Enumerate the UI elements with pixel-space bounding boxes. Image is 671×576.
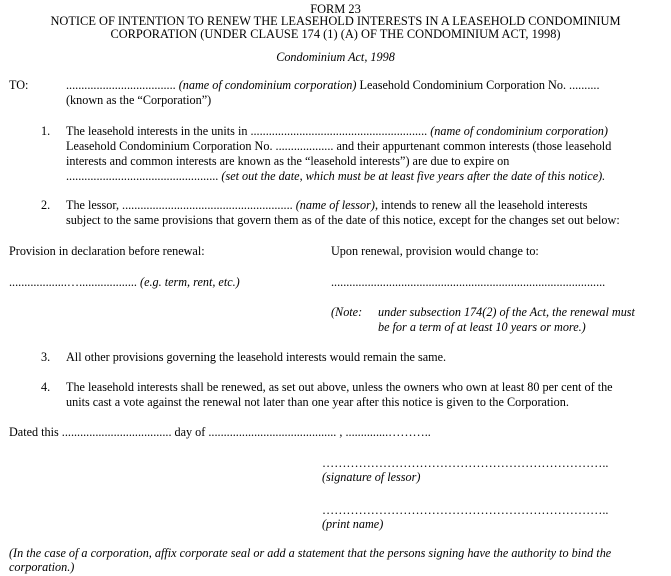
item-4-line-1: The leasehold interests shall be renewed, as set out above, unless the owners who own at least 80 per cent of the <box>66 380 613 394</box>
to-blank: .................................... <box>66 78 176 92</box>
dated-line: Dated this .................................... day of .......................................... , ..............……….. <box>9 425 431 439</box>
item-2-line-1: The lessor, ........................................................ (name of lessor), intends to renew all the leasehold interests <box>66 198 588 212</box>
signature-label: (signature of lessor) <box>322 470 421 484</box>
to-line-2: (known as the “Corporation”) <box>66 93 212 107</box>
note-label: (Note: <box>331 305 363 319</box>
item-1-line-2: Leasehold Condominium Corporation No. ................... and their appurtenant common interests (those leasehold <box>66 139 612 153</box>
form-number: FORM 23 <box>310 2 361 16</box>
provision-before-label: Provision in declaration before renewal: <box>9 244 205 258</box>
provision-after-label: Upon renewal, provision would change to: <box>331 244 539 258</box>
item-3-text: All other provisions governing the leasehold interests would remain the same. <box>66 350 447 364</box>
print-name-label: (print name) <box>322 517 384 531</box>
item-1-line-4: .................................................. (set out the date, which must be at least five years after the date of this notice). <box>66 169 606 183</box>
note-line-1: under subsection 174(2) of the Act, the renewal must <box>378 305 635 319</box>
form-title-line-1: NOTICE OF INTENTION TO RENEW THE LEASEHOLD INTERESTS IN A LEASEHOLD CONDOMINIUM <box>50 14 621 28</box>
item-1-line-3: interests and common interests are known as the “leasehold interests”) are due to expire on <box>66 154 510 168</box>
form-title-line-2: CORPORATION (UNDER CLAUSE 174 (1) (A) OF THE CONDOMINIUM ACT, 1998) <box>110 27 561 41</box>
provision-before-field: ...................…................... (e.g. term, rent, etc.) <box>9 275 240 289</box>
to-line-1 <box>66 78 600 93</box>
footer-note-line-1: (In the case of a corporation, affix corporate seal or add a statement that the persons signing have the authority to bind the <box>9 546 612 560</box>
item-4-line-2: units cast a vote against the renewal not later than one year after this notice is given to the Corporation. <box>66 395 569 409</box>
print-name-line: …………………………………………………………….. <box>322 503 609 517</box>
to-label: TO: <box>9 78 29 92</box>
item-1-line-1: The leasehold interests in the units in .......................................................... (name of condominium corporation) <box>66 124 608 138</box>
act-name: Condominium Act, 1998 <box>276 50 395 64</box>
item-2-line-2: subject to the same provisions that govern them as of the date of this notice, except for the changes set out below: <box>66 213 620 227</box>
item-4-number: 4. <box>41 380 51 394</box>
to-corp-no: Leasehold Condominium Corporation No. .......... <box>359 78 600 92</box>
to-hint: (name of condominium corporation) <box>178 78 357 92</box>
item-2-number: 2. <box>41 198 51 212</box>
footer-note-line-2: corporation.) <box>9 560 75 574</box>
item-3-number: 3. <box>41 350 51 364</box>
provision-after-field: .......................................................................................... <box>331 275 606 289</box>
signature-line: …………………………………………………………….. <box>322 456 609 470</box>
item-1-number: 1. <box>41 124 51 138</box>
note-line-2: be for a term of at least 10 years or more.) <box>378 320 586 334</box>
